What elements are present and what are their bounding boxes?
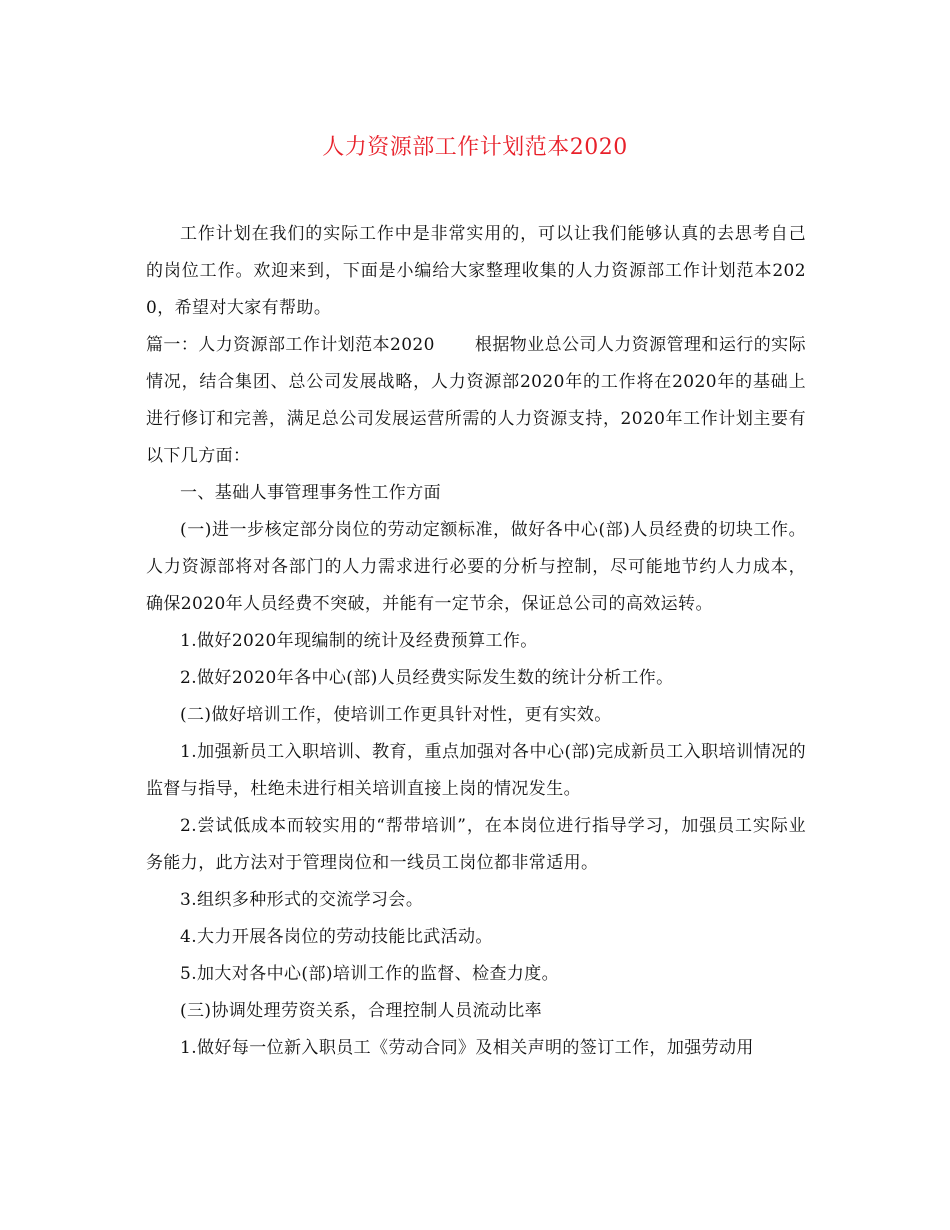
subsection2-item-1: 1.加强新员工入职培训、教育，重点加强对各中心(部)完成新员工入职培训情况的监督与指导，杜绝未进行相关培训直接上岗的情况发生。 [146,742,806,799]
document-body [146,216,806,1067]
part1-body: 根据物业总公司人力资源管理和运行的实际情况，结合集团、总公司发展战略，人力资源部2020年的工作将在2020年的基础上进行修订和完善，满足总公司发展运营所需的人力资源支持，2020年工作计划主要有以下几方面： [146,335,806,466]
part1-heading: 篇一：人力资源部工作计划范本2020 [146,335,435,355]
document-title: 人力资源部工作计划范本2020 [322,135,628,160]
subsection3-heading: (三)协调处理劳资关系，合理控制人员流动比率 [180,1001,543,1021]
subsection2-item-2: 2.尝试低成本而较实用的“帮带培训”，在本岗位进行指导学习，加强员工实际业务能力，此方法对于管理岗位和一线员工岗位都非常适用。 [146,816,806,873]
subsection1-item-1: 1.做好2020年现编制的统计及经费预算工作。 [180,631,538,651]
subsection2-item-3: 3.组织多种形式的交流学习会。 [180,890,424,910]
intro-paragraph: 工作计划在我们的实际工作中是非常实用的，可以让我们能够认真的去思考自己的岗位工作。欢迎来到，下面是小编给大家整理收集的人力资源部工作计划范本2020，希望对大家有帮助。 [146,224,806,318]
subsection2-item-4: 4.大力开展各岗位的劳动技能比武活动。 [180,927,493,947]
subsection2-item-5: 5.加大对各中心(部)培训工作的监督、检查力度。 [180,964,560,984]
section1-heading: 一、基础人事管理事务性工作方面 [180,483,441,503]
subsection1-paragraph: (一)进一步核定部分岗位的劳动定额标准，做好各中心(部)人员经费的切块工作。人力资源部将对各部门的人力需求进行必要的分析与控制，尽可能地节约人力成本，确保2020年人员经费不突破，并能有一定节余，保证总公司的高效运转。 [146,520,806,614]
subsection2-heading: (二)做好培训工作，使培训工作更具针对性，更有实效。 [180,705,612,725]
subsection3-item-1: 1.做好每一位新入职员工《劳动合同》及相关声明的签订工作，加强劳动用 [180,1038,754,1058]
part1-paragraph [146,327,806,475]
subsection1-item-2: 2.做好2020年各中心(部)人员经费实际发生数的统计分析工作。 [180,668,674,688]
